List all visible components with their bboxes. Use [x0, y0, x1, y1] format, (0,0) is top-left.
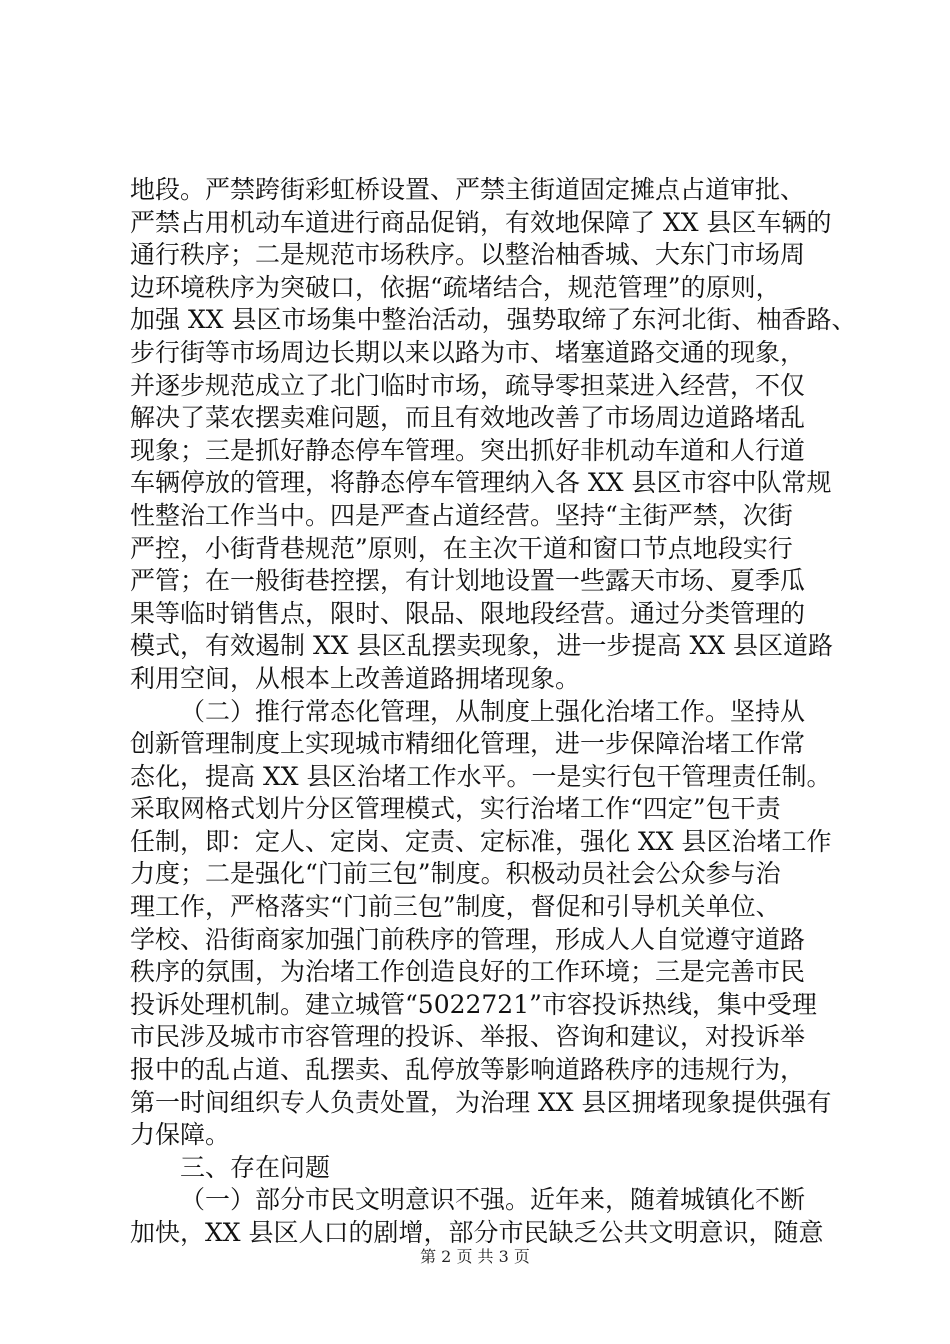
text-line: 秩序的氛围，为治堵工作创造良好的工作环境；三是完善市民 — [130, 957, 806, 987]
text-line: 步行街等市场周边长期以来以路为市、堵塞道路交通的现象， — [130, 337, 806, 367]
text-line: 严禁占用机动车道进行商品促销，有效地保障了 XX 县区车辆的 — [130, 207, 832, 237]
text-line: 严管；在一般街巷控摆，有计划地设置一些露天市场、夏季瓜 — [130, 566, 806, 596]
document-body — [130, 174, 857, 1250]
page-footer: 第 2 页 共 3 页 — [420, 1247, 530, 1266]
text-line: 果等临时销售点，限时、限品、限地段经营。通过分类管理的 — [130, 598, 806, 628]
text-line: 模式，有效遏制 XX 县区乱摆卖现象，进一步提高 XX 县区道路 — [130, 631, 833, 661]
text-line: 力度；二是强化“门前三包”制度。积极动员社会公众参与治 — [130, 859, 781, 889]
text-line: 学校、沿街商家加强门前秩序的管理，形成人人自觉遵守道路 — [130, 924, 806, 954]
text-line: 地段。严禁跨街彩虹桥设置、严禁主街道固定摊点占道审批、 — [130, 175, 806, 204]
text-line: 态化，提高 XX 县区治堵工作水平。一是实行包干管理责任制。 — [130, 761, 832, 791]
section-heading: 三、存在问题 — [180, 1152, 331, 1182]
text-line: 市民涉及城市市容管理的投诉、举报、咨询和建议，对投诉举 — [130, 1022, 806, 1052]
section-two-heading-line: （二）推行常态化管理，从制度上强化治堵工作。坚持从 — [180, 696, 806, 726]
text-line: 投诉处理机制。建立城管“5022721”市容投诉热线，集中受理 — [130, 989, 817, 1019]
text-line: 边环境秩序为突破口，依据“疏堵结合，规范管理”的原则， — [130, 272, 781, 302]
text-line: 创新管理制度上实现城市精细化管理，进一步保障治堵工作常 — [130, 729, 806, 759]
text-line: 报中的乱占道、乱摆卖、乱停放等影响道路秩序的违规行为， — [130, 1055, 806, 1085]
text-line: 车辆停放的管理，将静态停车管理纳入各 XX 县区市容中队常规 — [130, 468, 832, 498]
text-line: 加强 XX 县区市场集中整治活动，强势取缔了东河北街、柚香路、 — [130, 305, 857, 335]
text-line: 力保障。 — [130, 1120, 231, 1150]
text-line: 严控，小街背巷规范”原则，在主次干道和窗口节点地段实行 — [130, 533, 793, 563]
text-line: 理工作，严格落实“门前三包”制度，督促和引导机关单位、 — [130, 892, 781, 922]
text-line: 第一时间组织专人负责处置，为治理 XX 县区拥堵现象提供强有 — [130, 1087, 832, 1117]
text-line: 利用空间，从根本上改善道路拥堵现象。 — [130, 663, 581, 693]
text-line: 加快，XX 县区人口的剧增，部分市民缺乏公共文明意识，随意 — [130, 1218, 824, 1247]
text-line: 现象；三是抓好静态停车管理。突出抓好非机动车道和人行道 — [130, 435, 806, 465]
text-line: 任制，即：定人、定岗、定责、定标准，强化 XX 县区治堵工作 — [130, 826, 832, 856]
text-line: 性整治工作当中。四是严查占道经营。坚持“主街严禁，次街 — [130, 500, 793, 530]
text-line: 并逐步规范成立了北门临时市场，疏导零担菜进入经营，不仅 — [130, 370, 806, 400]
text-line: 采取网格式划片分区管理模式，实行治堵工作“四定”包干责 — [130, 794, 781, 824]
subsection-heading-line: （一）部分市民文明意识不强。近年来，随着城镇化不断 — [180, 1185, 806, 1215]
text-line: 解决了菜农摆卖难问题，而且有效地改善了市场周边道路堵乱 — [130, 403, 806, 433]
text-line: 通行秩序；二是规范市场秩序。以整治柚香城、大东门市场周 — [130, 240, 806, 270]
